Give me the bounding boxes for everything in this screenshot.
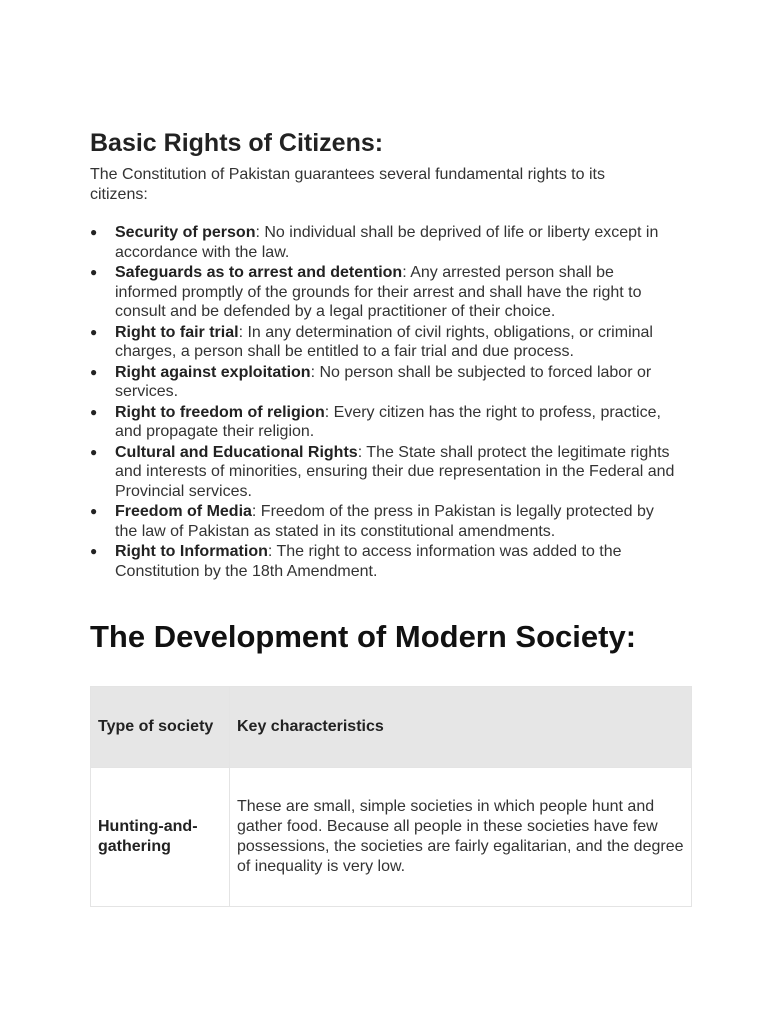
society-characteristics-cell: These are small, simple societies in which people hunt and gather food. Because all people in these societies have few possessions, the societies are fairly egalitarian, and the degree of inequality is very low. [230, 768, 692, 907]
bullet-icon: ● [90, 364, 98, 379]
right-description: : No person shall be subjected to forced labor or services. [115, 363, 652, 401]
rights-intro: The Constitution of Pakistan guarantees several fundamental rights to its citizens: [90, 166, 605, 203]
right-term: Right to Information [115, 543, 268, 561]
right-description: : Any arrested person shall be informed promptly of the grounds for their arrest and shall have the right to consult and be defended by a legal practitioner of their choice. [115, 264, 642, 321]
society-heading: The Development of Modern Society: [90, 619, 637, 654]
list-item [90, 263, 680, 322]
right-term: Security of person [115, 224, 256, 241]
bullet-icon: ● [90, 404, 98, 419]
bullet-icon: ● [90, 544, 98, 559]
right-description: : No individual shall be deprived of life or liberty except in accordance with the law. [115, 224, 659, 261]
column-header-type: Type of society [91, 687, 230, 768]
bullet-icon: ● [90, 444, 98, 459]
list-item [90, 542, 680, 581]
table-header-row [91, 687, 692, 768]
list-item [90, 223, 680, 262]
rights-heading: Basic Rights of Citizens: [90, 129, 384, 157]
right-term: Safeguards as to arrest and detention [115, 264, 403, 281]
list-item [90, 502, 680, 541]
bullet-icon: ● [90, 324, 98, 339]
list-item [90, 403, 680, 442]
bullet-icon: ● [90, 225, 98, 239]
bullet-icon: ● [90, 265, 98, 279]
right-term: Right to fair trial [115, 323, 239, 341]
table-row [91, 768, 692, 907]
right-description: : Every citizen has the right to profess, practice, and propagate their religion. [115, 403, 661, 441]
society-table [90, 686, 692, 907]
rights-list [90, 223, 680, 582]
right-term: Right to freedom of religion [115, 403, 325, 421]
right-description: : The State shall protect the legitimate rights and interests of minorities, ensuring their due representation in the Federal and Provincial services. [115, 443, 675, 501]
right-term: Cultural and Educational Rights [115, 443, 358, 461]
right-description: : Freedom of the press in Pakistan is legally protected by the law of Pakistan as stated in its constitutional amendments. [115, 503, 654, 541]
bullet-icon: ● [90, 504, 98, 519]
society-type-cell: Hunting-and-gathering [91, 768, 230, 907]
right-term: Right against exploitation [115, 363, 311, 381]
list-item [90, 323, 680, 362]
right-description: : In any determination of civil rights, obligations, or criminal charges, a person shall be entitled to a fair trial and due process. [115, 323, 653, 361]
right-term: Freedom of Media [115, 503, 252, 521]
right-description: : The right to access information was added to the Constitution by the 18th Amendment. [115, 543, 622, 581]
column-header-characteristics: Key characteristics [230, 687, 692, 768]
list-item [90, 363, 680, 402]
list-item [90, 443, 680, 502]
